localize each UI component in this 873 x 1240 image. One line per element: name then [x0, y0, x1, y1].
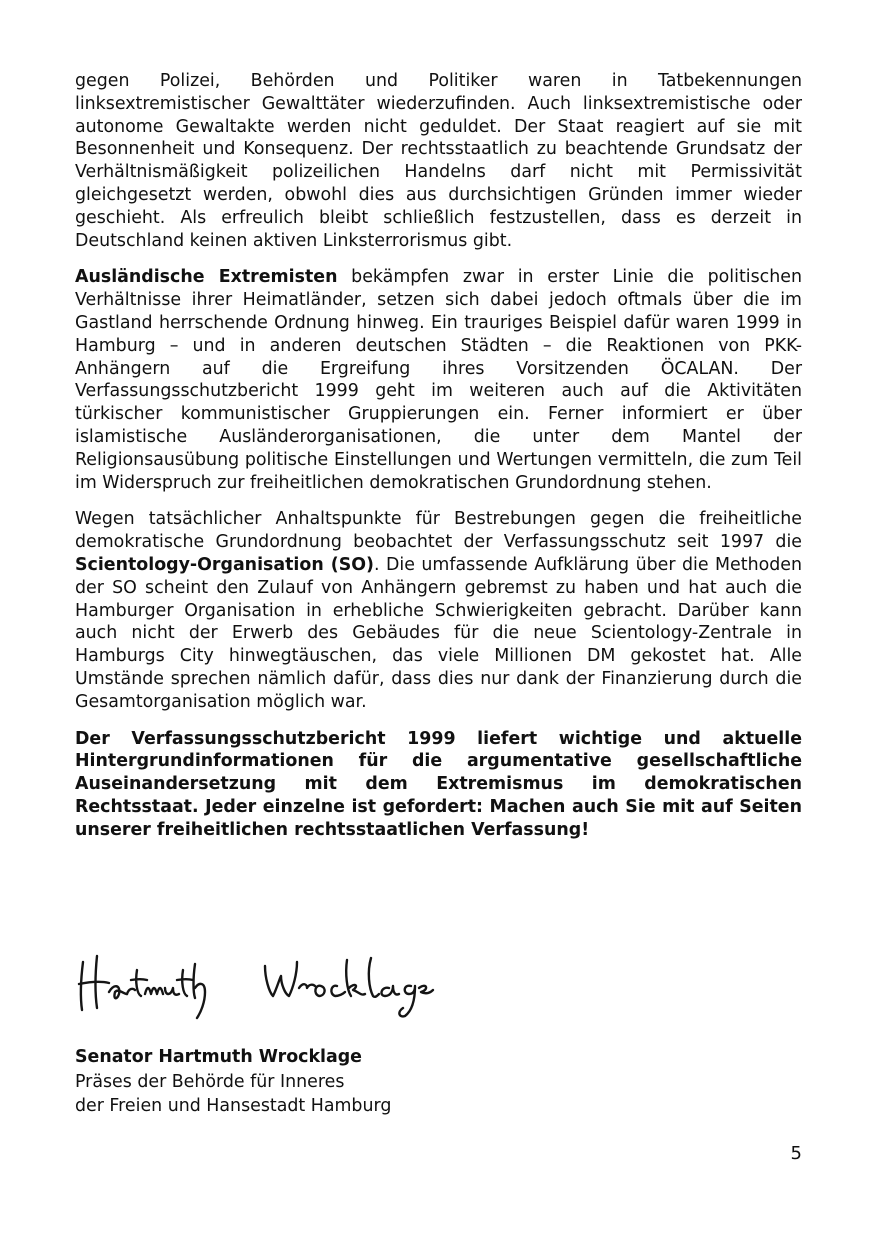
paragraph-text: gegen Polizei, Behörden und Politiker waren in Tatbekennungen linksextremistischer Gewalttäter wiederzufinden. Auch linksextremistische oder autonome Gewaltakte werden nicht geduldet. Der Staat reagiert auf sie mit Besonnenheit und Konsequenz. Der rechtsstaatlich zu beachtende Grundsatz der Verhältnismäßigkeit polizeilichen Handelns darf nicht mit Permissivität gleichgesetzt werden, obwohl dies aus durchsichtigen Gründen immer wieder geschieht. Als erfreulich bleibt schließlich festzustellen, dass es derzeit in Deutschland keinen aktiven Linksterrorismus gibt.: [75, 71, 802, 251]
signer-role-line-1: Präses der Behörde für Inneres: [75, 1071, 345, 1092]
paragraph-scientology: [75, 508, 802, 713]
keyword-scientology: Scientology-Organisation (SO): [75, 554, 374, 575]
paragraph-text: Wegen tatsächlicher Anhaltspunkte für Bestrebungen gegen die freiheitliche demokratische Grundordnung beobachtet der Verfassungsschutz seit 1997 die: [75, 509, 802, 553]
paragraph-text: bekämpfen zwar in erster Linie die politischen Verhältnisse ihrer Heimatländer, setzen sich dabei jedoch oftmals über die im Gastland herrschende Ordnung hinweg. Ein trauriges Beispiel dafür waren 1999 in Hamburg – und in anderen deutschen Städten – die Reaktionen von PKK-Anhängern auf die Ergreifung ihres Vorsitzenden ÖCALAN. Der Verfassungsschutzbericht 1999 geht im weiteren auch auf die Aktivitäten türkischer kommunistischer Gruppierungen ein. Ferner informiert er über islamistische Ausländerorganisationen, die unter dem Mantel der Religionsausübung politische Einstellungen und Wertungen vermitteln, die zum Teil im Widerspruch zur freiheitlichen demokratischen Grundordnung stehen.: [75, 267, 802, 493]
signer-name: Senator Hartmuth Wrocklage: [75, 1047, 362, 1067]
document-body: [75, 70, 802, 856]
paragraph-text: Der Verfassungsschutzbericht 1999 liefert wichtige und aktuelle Hintergrundinformationen für die argumentative gesellschaftliche Auseinandersetzung mit dem Extremismus im demokratischen Rechtsstaat. Jeder einzelne ist gefordert: Machen auch Sie mit auf Seiten unserer freiheitlichen rechtsstaatlichen Verfassung!: [75, 728, 802, 840]
page-number: 5: [790, 1143, 802, 1164]
signer-block: [75, 1045, 391, 1119]
paragraph-text: . Die umfassende Aufklärung über die Methoden der SO scheint den Zulauf von Anhängern gebremst zu haben und hat auch die Hamburger Organisation in erhebliche Schwierigkeiten gebracht. Darüber kann auch nicht der Erwerb des Gebäudes für die neue Scientology-Zentrale in Hamburgs City hinwegtäuschen, das viele Millionen DM gekostet hat. Alle Umstände sprechen nämlich dafür, dass dies nur dank der Finanzierung durch die Gesamtorganisation möglich war.: [75, 554, 802, 712]
signer-role-line-2: der Freien und Hansestadt Hamburg: [75, 1096, 392, 1116]
paragraph-auslaendische-extremisten: [75, 266, 802, 494]
paragraph-linksextremismus: [75, 70, 802, 252]
keyword-auslaendische-extremisten: Ausländische Extremisten: [75, 267, 338, 288]
paragraph-closing-appeal: [75, 728, 802, 842]
handwritten-signature: [75, 948, 435, 1026]
